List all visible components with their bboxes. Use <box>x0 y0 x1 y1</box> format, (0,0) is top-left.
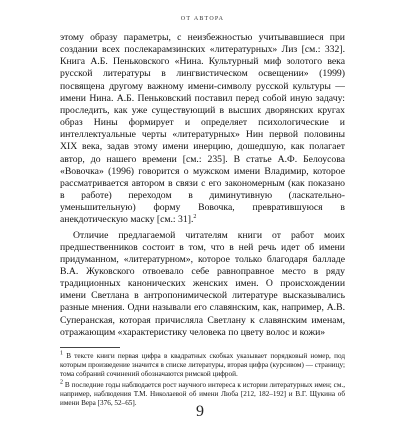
footnote-reference[interactable]: 2 <box>193 214 197 221</box>
running-header: ОТ АВТОРА <box>180 16 225 22</box>
footnote-2-text: В последние годы наблюдается рост научного интереса к истории литературных имен; см., например, наблюдения Т.М. Николаевой об имени Люба [212, 182–192] и В.Г. Щукина об имени Вера [376, 52–65]. <box>60 380 346 407</box>
footnote-1-text: В тексте книги первая цифра в квадратных скобках указывает порядковый номер, под которым произведение значится в списке литературы, вторая цифра (курсивом) — страницу; тома собраний сочинений обозначаются римской цифрой. <box>60 351 345 378</box>
footnotes <box>60 352 345 408</box>
main-text <box>60 32 345 339</box>
footnote-1-mark: 1 <box>60 350 63 357</box>
paragraph-1 <box>60 32 345 227</box>
paragraph-2: Отличие предлагаемой читателям книги от работ моих предшественников состоит в том, что в ней речь идет об имени придуманном, «литературном», которое только благодаря балладе В.А. Жуковского отвоевало себе равноправное место в ряду традиционных канонических женских имен. О происхождении имени Светлана в антропонимической литературе высказывались разные мнения. Одни называли его славянским, как, например, А.В. Суперанская, которая причисляла Светлану к славянским именам, отражающим «характеристику человека по цвету волос и кожи» <box>60 229 345 338</box>
page-number: 9 <box>196 403 204 420</box>
footnote-1 <box>60 352 345 379</box>
paragraph-1-text: этому образу параметры, с неизбежностью учитывавшиеся при создании всех послекарамзинских «литературных» Лиз [см.: 332]. Книга А.Б. Пеньковского «Нина. Культурный миф золотого века русской литературы в лингвистическом освещении» (1999) посвящена другому важному имени-символу русской культуры — имени Нина. А.Б. Пеньковский поставил перед собой иную задачу: проследить, как уже существующий в высших дворянских кругах образ Нины формирует и определяет психологические и интеллектуальные черты «литературных» Нин первой половины XIX века, задав этому имени инерцию, дошедшую, как полагает автор, до нашего времени [см.: 235]. В статье А.Ф. Белоусова «Вовочка» (1996) говорится о мужском имени Владимир, которое рассматривается автором в связи с его закономерным (как показано в работе) переходом в диминутивную (ласкательно-уменьшительную) форму Вовочка, превратившуюся в анекдотическую маску [см.: 31]. <box>60 32 345 226</box>
footnote-2-mark: 2 <box>60 379 63 386</box>
footnote-divider <box>60 347 120 348</box>
